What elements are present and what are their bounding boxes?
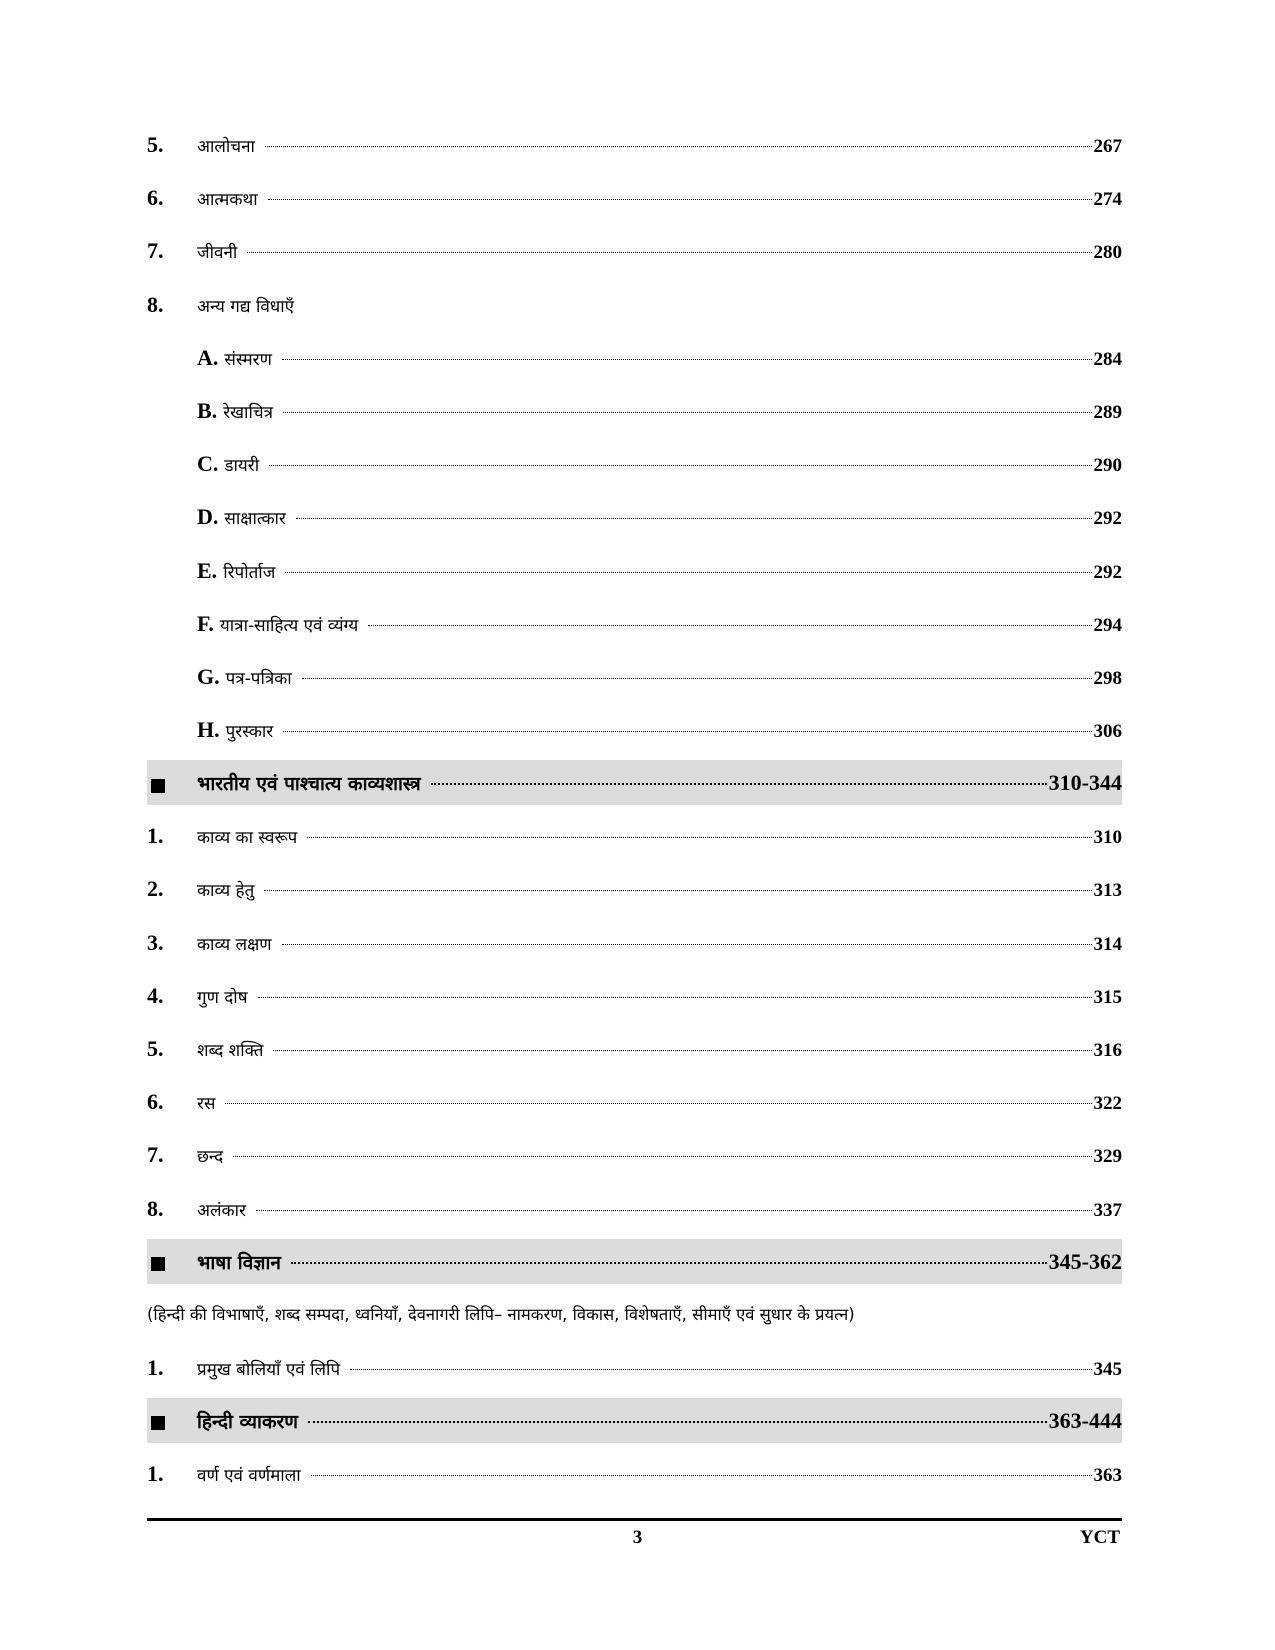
entry-title: गुण दोष [197, 987, 248, 1008]
entry-number: 5. [147, 132, 164, 157]
subentry-title: साक्षात्कार [224, 509, 286, 530]
entry-title: आलोचना [197, 137, 255, 157]
entry-page: 316 [1093, 1040, 1122, 1061]
toc-subentry[interactable] [147, 650, 1122, 703]
toc-entry[interactable] [147, 1182, 1122, 1235]
dot-leader [269, 464, 1091, 466]
entry-title: अन्य गद्य विधाएँ [197, 296, 295, 317]
entry-page: 313 [1093, 880, 1122, 902]
dot-leader [258, 996, 1092, 998]
subentry-letter: G. [197, 663, 220, 689]
footer-divider [147, 1518, 1122, 1521]
footer-brand: YCT [1079, 1527, 1120, 1548]
toc-entry[interactable] [147, 1341, 1122, 1394]
subentry-page: 284 [1093, 348, 1122, 370]
entry-page: 322 [1093, 1093, 1122, 1115]
dot-leader [302, 677, 1092, 679]
dot-leader [283, 411, 1091, 413]
section-header[interactable] [147, 1239, 1122, 1284]
entry-page: 329 [1093, 1146, 1122, 1168]
entry-page: 280 [1093, 242, 1122, 264]
subentry-page: 290 [1093, 455, 1122, 477]
subentry-title: डायरी [224, 456, 260, 477]
entry-number: 8. [147, 291, 164, 317]
subentry-title: रेखाचित्र [223, 402, 274, 423]
entry-number: 2. [147, 876, 164, 902]
dot-leader [265, 145, 1092, 147]
toc-entry[interactable] [147, 1447, 1122, 1500]
subentry-page: 289 [1093, 401, 1122, 423]
square-bullet-icon [147, 762, 197, 807]
dot-leader [225, 1102, 1091, 1104]
section-pages: 345-362 [1048, 1248, 1122, 1274]
entry-page: 267 [1093, 136, 1122, 157]
square-bullet-icon [147, 1400, 197, 1445]
toc-subentry[interactable] [147, 437, 1122, 490]
dot-leader [233, 1155, 1091, 1157]
entry-page: 315 [1093, 986, 1122, 1008]
entry-title: काव्य हेतु [197, 881, 255, 902]
entry-title: जीवनी [197, 243, 238, 264]
entry-number: 6. [147, 1089, 164, 1115]
subentry-page: 294 [1093, 614, 1122, 636]
dot-leader [273, 1049, 1091, 1051]
entry-number: 7. [147, 238, 164, 264]
toc-entry[interactable] [147, 809, 1122, 862]
entry-number: 8. [147, 1195, 164, 1221]
entry-page: 274 [1093, 189, 1122, 211]
subentry-letter: E. [197, 557, 218, 583]
dot-leader [308, 1420, 1047, 1423]
entry-title: शब्द शक्ति [197, 1041, 264, 1061]
section-header[interactable] [147, 1398, 1122, 1443]
entry-number: 4. [147, 982, 164, 1008]
subentry-title: पुरस्कार [225, 722, 274, 743]
section-title: भारतीय एवं पाश्चात्य काव्यशास्त्र [197, 773, 421, 796]
entry-title: आत्मकथा [197, 190, 258, 211]
entry-page: 337 [1093, 1199, 1122, 1221]
subentry-letter: H. [197, 717, 220, 743]
subentry-letter: D. [197, 504, 219, 530]
entry-page: 310 [1093, 827, 1122, 849]
entry-number: 1. [147, 1354, 164, 1380]
entry-number: 5. [147, 1036, 164, 1061]
entry-title: छन्द [197, 1147, 224, 1168]
subentry-title: संस्मरण [224, 349, 272, 370]
toc-entry[interactable] [147, 1022, 1122, 1075]
subentry-letter: A. [197, 344, 219, 370]
dot-leader [285, 571, 1091, 573]
entry-title: वर्ण एवं वर्णमाला [197, 1465, 301, 1486]
dot-leader [291, 1261, 1047, 1264]
dot-leader [296, 517, 1092, 519]
subentry-page: 298 [1093, 667, 1122, 689]
subentry-letter: B. [197, 397, 218, 423]
subentry-page: 306 [1093, 721, 1122, 743]
square-bullet-icon [147, 1241, 197, 1286]
entry-title: प्रमुख बोलियाँ एवं लिपि [197, 1359, 341, 1380]
toc-subentry[interactable] [147, 597, 1122, 650]
entry-title: रस [197, 1094, 216, 1115]
entry-number: 1. [147, 1460, 164, 1486]
entry-number: 6. [147, 185, 164, 211]
toc-entry[interactable] [147, 171, 1122, 224]
entry-number: 3. [147, 929, 164, 955]
toc-entry[interactable] [147, 118, 1122, 171]
toc-subentry[interactable] [147, 544, 1122, 597]
entry-page: 363 [1093, 1464, 1122, 1486]
entry-title: काव्य का स्वरूप [197, 828, 298, 849]
section-note: (हिन्दी की विभाषाएँ, शब्द सम्पदा, ध्वनियाँ, देवनागरी लिपि– नामकरण, विकास, विशेषताएँ, सीमाएँ एवं सुधार के प्रयत्न) [147, 1304, 855, 1324]
dot-leader [431, 782, 1047, 785]
toc-entry[interactable] [147, 916, 1122, 969]
dot-leader [307, 836, 1091, 838]
dot-leader [282, 943, 1092, 945]
dot-leader [264, 889, 1091, 891]
subentry-page: 292 [1093, 508, 1122, 530]
section-title: हिन्दी व्याकरण [197, 1410, 299, 1433]
subentry-page: 292 [1093, 561, 1122, 583]
toc-subentry[interactable] [147, 490, 1122, 543]
toc-entry[interactable] [147, 1075, 1122, 1128]
toc-subentry[interactable] [147, 331, 1122, 384]
toc-subentry[interactable] [147, 384, 1122, 437]
footer-page-number: 3 [632, 1527, 643, 1548]
subentry-letter: C. [197, 451, 219, 477]
dot-leader [368, 624, 1091, 626]
table-of-contents [147, 118, 1122, 1500]
subentry-title: पत्र-पत्रिका [225, 668, 292, 689]
subentry-title: यात्रा-साहित्य एवं व्यंग्य [219, 615, 359, 636]
dot-leader [247, 251, 1091, 253]
toc-entry[interactable] [147, 862, 1122, 915]
subentry-letter: F. [197, 610, 214, 636]
toc-entry[interactable] [147, 1128, 1122, 1181]
dot-leader [311, 1474, 1092, 1476]
dot-leader [282, 358, 1092, 360]
dot-leader [350, 1368, 1091, 1370]
dot-leader [256, 1209, 1092, 1211]
toc-entry[interactable] [147, 969, 1122, 1022]
section-pages: 310-344 [1048, 770, 1122, 796]
subentry-title: रिपोर्ताज [223, 562, 276, 583]
entry-page: 314 [1093, 933, 1122, 955]
section-header[interactable] [147, 760, 1122, 805]
section-title: भाषा विज्ञान [197, 1251, 281, 1274]
entry-number: 1. [147, 823, 164, 849]
entry-title: काव्य लक्षण [197, 934, 272, 955]
toc-subentry[interactable] [147, 703, 1122, 756]
entry-page: 345 [1093, 1358, 1122, 1380]
section-pages: 363-444 [1048, 1407, 1122, 1433]
dot-leader [268, 198, 1092, 200]
entry-number: 7. [147, 1142, 164, 1168]
toc-entry[interactable] [147, 278, 1122, 331]
dot-leader [283, 730, 1091, 732]
entry-title: अलंकार [197, 1200, 246, 1221]
toc-entry[interactable] [147, 224, 1122, 277]
